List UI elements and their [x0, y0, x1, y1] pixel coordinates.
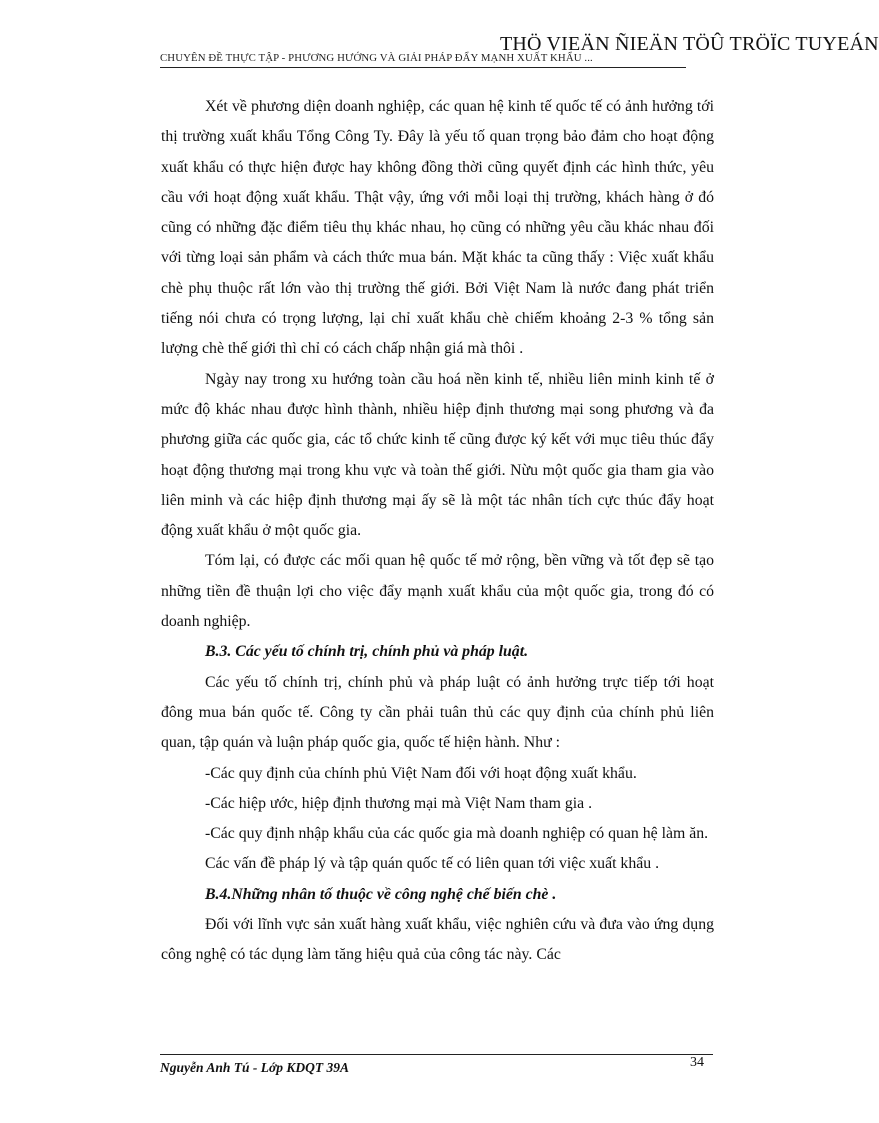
list-item: -Các hiệp ước, hiệp định thương mại mà Việt Nam tham gia .	[205, 794, 593, 812]
body-paragraph: Xét về phương diện doanh nghiệp, các quan hệ kinh tế quốc tế có ảnh hưởng tới thị trường xuất khẩu Tổng Công Ty. Đây là yếu tố quan trọng bảo đảm cho hoạt động xuất khẩu có thực hiện được hay không đồng thời cũng quyết định các hình thức, yêu cầu với hoạt động xuất khẩu. Thật vậy, ứng với mỗi loại thị trường, khách hàng ở đó cũng có những đặc điểm tiêu thụ khác nhau, họ cũng có những yêu cầu khác nhau đối với từng loại sản phẩm và cách thức mua bán. Mặt khác ta cũng thấy : Việc xuất khẩu chè phụ thuộc rất lớn vào thị trường thế giới. Bởi Việt Nam là nước đang phát triển tiếng nói chưa có trọng lượng, lại chỉ xuất khẩu chè chiếm khoảng 2-3 % tổng sản lượng chè thế giới thì chỉ có cách chấp nhận giá mà thôi .	[161, 98, 714, 358]
section-heading-b4: B.4.Những nhân tố thuộc về công nghệ chế biến chè .	[205, 885, 557, 903]
header-divider	[160, 67, 686, 68]
footer-author: Nguyễn Anh Tú - Lớp KDQT 39A	[160, 1060, 350, 1075]
body-paragraph: Tóm lại, có được các mối quan hệ quốc tế mở rộng, bền vững và tốt đẹp sẽ tạo những tiền đề thuận lợi cho việc đẩy mạnh xuất khẩu của một quốc gia, trong đó có doanh nghiệp.	[161, 552, 714, 631]
list-item: -Các quy định của chính phủ Việt Nam đối với hoạt động xuất khẩu.	[205, 764, 637, 782]
footer-divider	[160, 1054, 713, 1055]
section-heading-b3: B.3. Các yếu tố chính trị, chính phủ và pháp luật.	[205, 643, 529, 661]
list-item: -Các quy định nhập khẩu của các quốc gia mà doanh nghiệp có quan hệ làm ăn.	[205, 825, 709, 843]
page-number: 34	[690, 1055, 704, 1070]
body-paragraph: Đối với lĩnh vực sản xuất hàng xuất khẩu, việc nghiên cứu và đưa vào ứng dụng công nghệ có tác dụng làm tăng hiệu quả của công tác này. Các	[161, 916, 714, 964]
watermark-text: THÖ VIEÄN ÑIEÄN TÖÛ TRÖÏC TUYEÁN	[500, 33, 879, 55]
running-header: CHUYÊN ĐỀ THỰC TẬP - PHƯƠNG HƯỚNG VÀ GIẢI PHÁP ĐẨY MẠNH XUẤT KHẨU ...	[160, 52, 593, 64]
body-paragraph: Ngày nay trong xu hướng toàn cầu hoá nền kinh tế, nhiều liên minh kinh tế ở mức độ khác nhau được hình thành, nhiều hiệp định thương mại song phương và đa phương giữa các quốc gia, các tổ chức kinh tế cũng được ký kết với mục tiêu thúc đẩy hoạt động thương mại trong khu vực và toàn thế giới. Nừu một quốc gia tham gia vào liên minh và các hiệp định thương mại ấy sẽ là một tác nhân tích cực thúc đẩy hoạt động xuất khẩu ở một quốc gia.	[161, 370, 714, 540]
page-body	[161, 92, 714, 971]
body-paragraph: Các vấn đề pháp lý và tập quán quốc tế có liên quan tới việc xuất khẩu .	[205, 855, 660, 873]
body-paragraph: Các yếu tố chính trị, chính phủ và pháp luật có ảnh hưởng trực tiếp tới hoạt đông mua bán quốc tế. Công ty cần phải tuân thủ các quy định của chính phủ liên quan, tập quán và luận pháp quốc gia, quốc tế hiện hành. Như :	[161, 673, 714, 752]
